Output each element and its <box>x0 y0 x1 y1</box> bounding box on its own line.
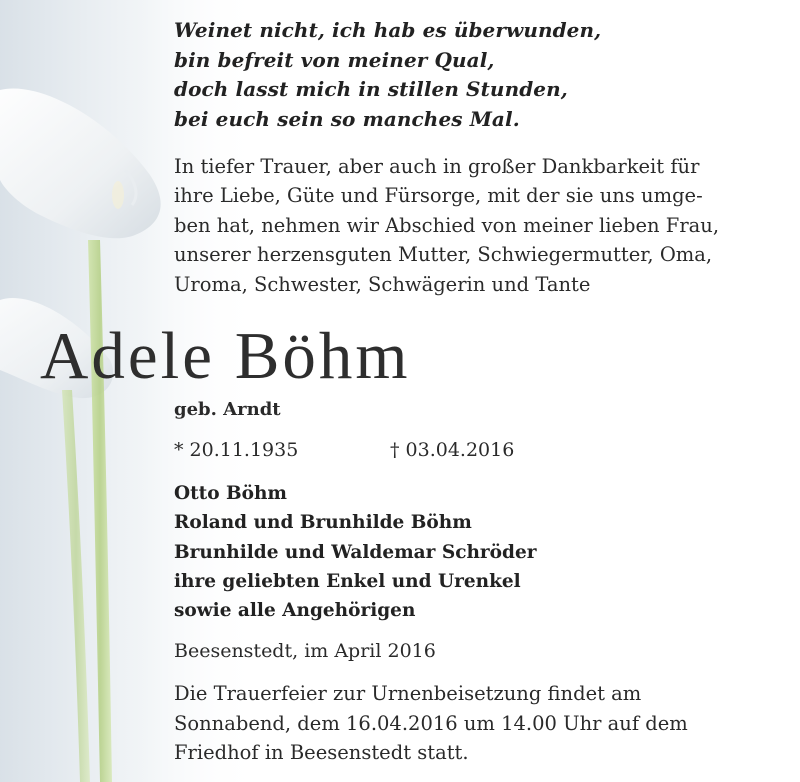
deceased-name: Adele Böhm <box>40 319 411 393</box>
intro-line: ben hat, nehmen wir Abschied von meiner lieben Frau, <box>174 213 720 237</box>
birth-date: * 20.11.1935 <box>174 439 299 461</box>
service-line: Sonnabend, dem 16.04.2016 um 14.00 Uhr auf dem <box>174 711 688 735</box>
intro-text <box>174 152 719 299</box>
intro-line: In tiefer Trauer, aber auch in großer Dankbarkeit für <box>174 155 700 178</box>
poem-line: bin befreit von meiner Qual, <box>174 47 495 72</box>
death-date: † 03.04.2016 <box>390 439 515 461</box>
poem-line: Weinet nicht, ich hab es überwunden, <box>174 18 602 42</box>
service-notice <box>174 679 688 768</box>
poem-line: doch lasst mich in stillen Stunden, <box>174 77 568 101</box>
poem <box>174 16 601 134</box>
mourner: sowie alle Angehörigen <box>174 600 416 622</box>
poem-line: bei euch sein so manches Mal. <box>174 106 520 131</box>
mourner: Otto Böhm <box>174 483 287 504</box>
intro-line: ihre Liebe, Güte und Fürsorge, mit der sie uns umge- <box>174 184 703 208</box>
mourner: Brunhilde und Waldemar Schröder <box>174 541 537 563</box>
mourner: ihre geliebten Enkel und Urenkel <box>174 570 521 592</box>
service-line: Friedhof in Beesenstedt statt. <box>174 741 469 764</box>
intro-line: Uroma, Schwester, Schwägerin und Tante <box>174 272 591 296</box>
birth-name: geb. Arndt <box>174 399 281 420</box>
intro-line: unserer herzensguten Mutter, Schwiegermutter, Oma, <box>174 243 713 267</box>
mourners-list <box>174 479 536 625</box>
mourner: Roland und Brunhilde Böhm <box>174 512 472 534</box>
place-date: Beesenstedt, im April 2016 <box>174 640 436 662</box>
life-dates <box>174 437 515 463</box>
service-line: Die Trauerfeier zur Urnenbeisetzung findet am <box>174 682 642 705</box>
